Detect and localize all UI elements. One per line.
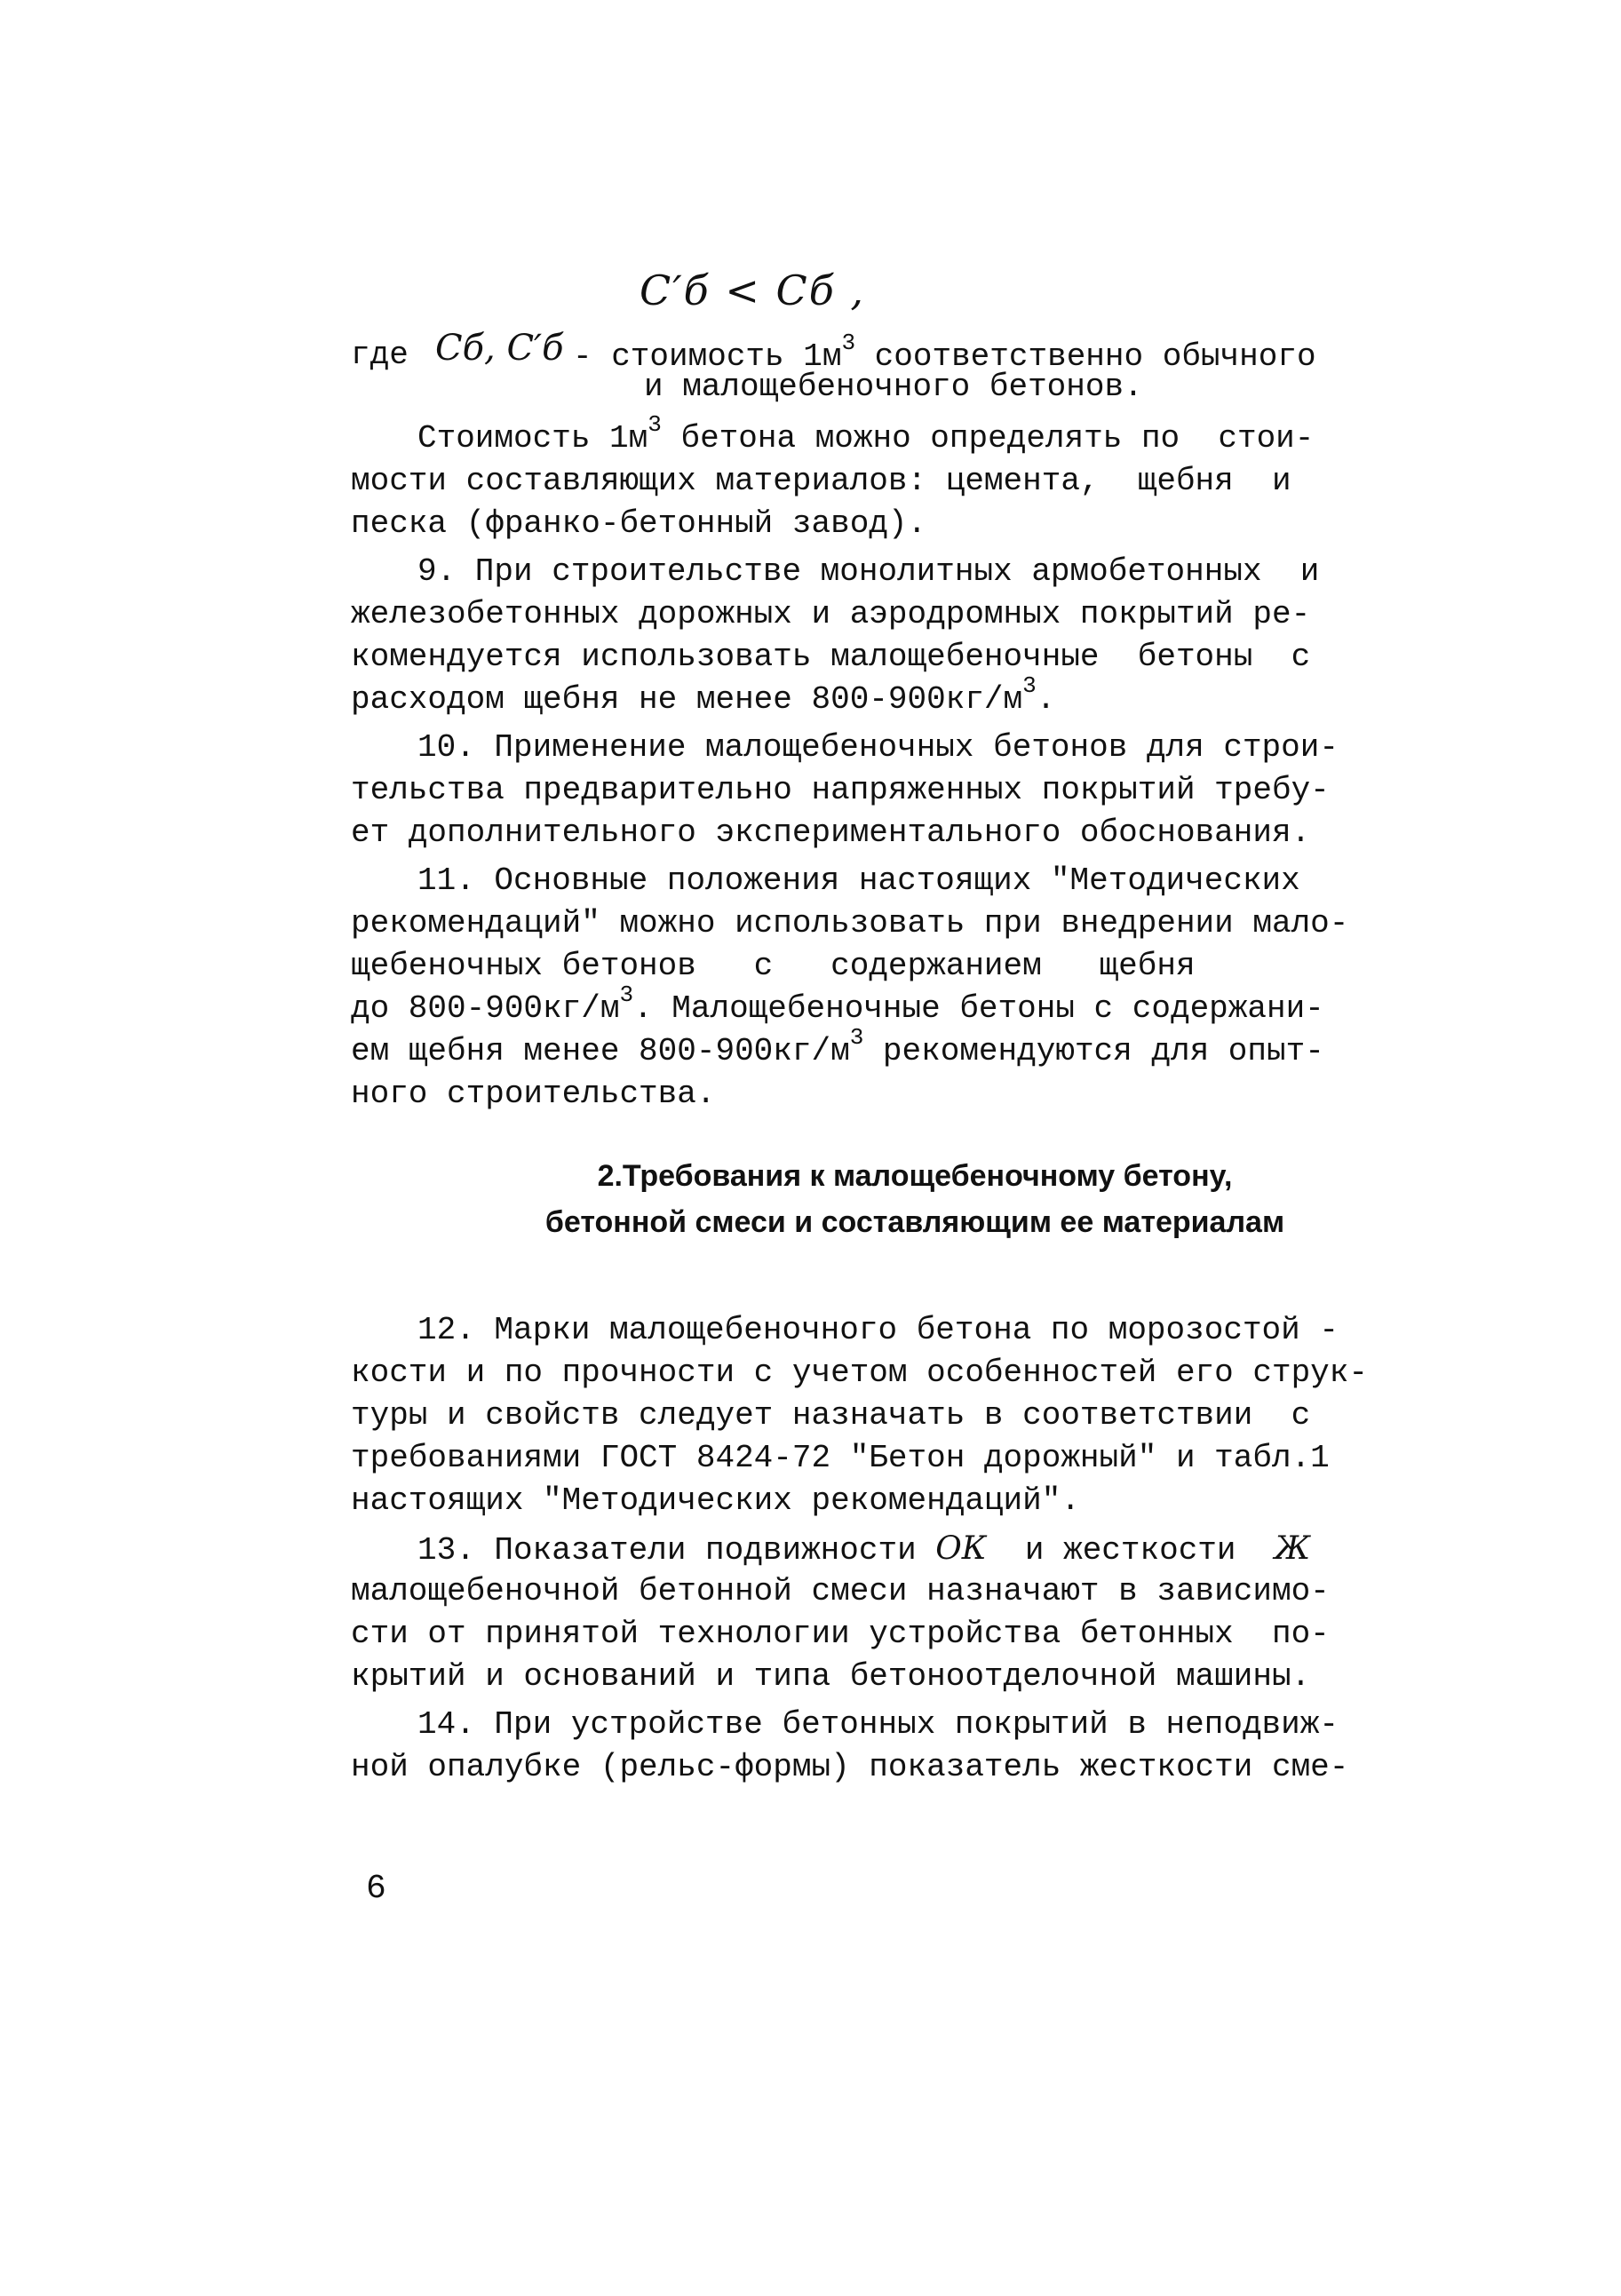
formula: C′б < Cб ,: [640, 266, 866, 314]
paragraph-line: 11. Основные положения настоящих "Методических: [417, 862, 1300, 899]
paragraph-line: настоящих "Методических рекомендаций".: [351, 1482, 1080, 1519]
paragraph-line: кости и по прочности с учетом особенностей его струк-: [351, 1355, 1368, 1391]
mobility-symbol: ОК: [935, 1530, 987, 1567]
paragraph-line: ного строительства.: [351, 1076, 716, 1112]
explanation-line-1: - стоимость $1м^3$ соответственно обычного: [573, 330, 1316, 375]
paragraph-line: расходом щебня не менее $800-900кг/м^3$.: [351, 672, 1056, 718]
paragraph-line: туры и свойств следует назначать в соответствии с: [351, 1397, 1311, 1434]
formula-symbols: Cб, C′б: [435, 328, 564, 369]
section-heading-line-1: 2.Требования к малощебеночному бетону,: [597, 1159, 1233, 1193]
paragraph-line: комендуется использовать малощебеночные бетоны с: [351, 639, 1311, 675]
paragraph-line: малощебеночной бетонной смеси назначают в зависимо-: [351, 1573, 1330, 1609]
paragraph-line: щебеночных бетонов с содержанием щебня: [351, 948, 1196, 984]
paragraph-line: до $800-900кг/м^3$. Малощебеночные бетоны с содержани-: [351, 981, 1324, 1027]
paragraph-line: требованиями ГОСТ 8424-72 "Бетон дорожный" и табл.1: [351, 1440, 1330, 1476]
paragraph-line: тельства предварительно напряженных покрытий требу-: [351, 772, 1330, 808]
paragraph-line: сти от принятой технологии устройства бетонных по-: [351, 1616, 1330, 1652]
paragraph-line: ем щебня менее $800-900кг/м^3$ рекомендуются для опыт-: [351, 1024, 1324, 1069]
paragraph-line: рекомендаций" можно использовать при внедрении мало-: [351, 905, 1349, 941]
paragraph-line: мости составляющих материалов: цемента, щебня и: [351, 463, 1291, 499]
paragraph-line: железобетонных дорожных и аэродромных покрытий ре-: [351, 596, 1311, 632]
paragraph-line: 10. Применение малощебеночных бетонов для строи-: [417, 729, 1339, 766]
paragraph-line: ной опалубке (рельс-формы) показатель жесткости сме-: [351, 1749, 1349, 1785]
page-number: 6: [366, 1870, 386, 1908]
where-label: где: [351, 337, 409, 373]
paragraph-line: 9. При строительстве монолитных армобетонных и: [417, 553, 1320, 590]
paragraph-line: 13. Показатели подвижности ОК и жесткости Ж: [417, 1530, 1311, 1569]
paragraph-line: крытий и оснований и типа бетоноотделочной машины.: [351, 1658, 1311, 1695]
section-heading-line-2: бетонной смеси и составляющим ее материалам: [544, 1205, 1285, 1239]
explanation-line-2: и малощебеночного бетонов.: [644, 369, 1143, 405]
paragraph-line: песка (франко-бетонный завод).: [351, 505, 927, 542]
paragraph-line: Стоимость $1м^3$ бетона можно определять по стои-: [417, 411, 1315, 457]
paragraph-line: 12. Марки малощебеночного бетона по морозостой -: [417, 1312, 1339, 1348]
stiffness-symbol: Ж: [1274, 1530, 1311, 1567]
paragraph-line: ет дополнительного экспериментального обоснования.: [351, 814, 1311, 851]
paragraph-line: 14. При устройстве бетонных покрытий в неподвиж-: [417, 1706, 1339, 1743]
